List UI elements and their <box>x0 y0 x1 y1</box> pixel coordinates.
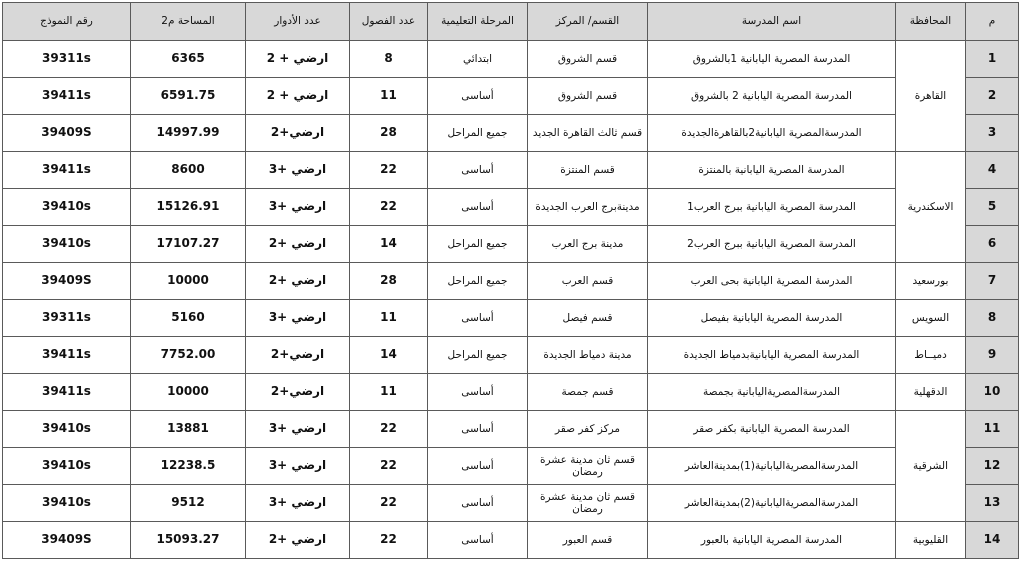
school-cell: المدرسة المصرية اليابانيةبدمياط الجديدة <box>648 337 896 374</box>
area-cell: 12238.5 <box>131 448 246 485</box>
table-row <box>3 337 1019 374</box>
classes-cell: 11 <box>350 374 428 411</box>
stage-cell: أساسى <box>428 189 528 226</box>
stage-cell: جميع المراحل <box>428 337 528 374</box>
row-number-cell: 11 <box>966 411 1019 448</box>
school-cell: المدرسة المصرية اليابانية بالمنتزة <box>648 152 896 189</box>
school-cell: المدرسةالمصريةاليابانية(1)بمدينةالعاشر <box>648 448 896 485</box>
stage-cell: ابتدائي <box>428 41 528 78</box>
stage-cell: جميع المراحل <box>428 115 528 152</box>
district-cell: قسم الشروق <box>528 78 648 115</box>
district-cell: قسم العبور <box>528 522 648 559</box>
header-num: م <box>966 3 1019 41</box>
header-row <box>3 3 1019 41</box>
governorate-cell: الدقهلية <box>896 374 966 411</box>
form-no-cell: 39311s <box>3 300 131 337</box>
area-cell: 9512 <box>131 485 246 522</box>
school-cell: المدرسة المصرية اليابانية بالعبور <box>648 522 896 559</box>
school-cell: المدرسة المصرية اليابانية بحى العرب <box>648 263 896 300</box>
row-number-cell: 5 <box>966 189 1019 226</box>
district-cell: قسم ثالث القاهرة الجديد <box>528 115 648 152</box>
stage-cell: جميع المراحل <box>428 226 528 263</box>
school-cell: المدرسةالمصرية اليابانية2بالقاهرةالجديدة <box>648 115 896 152</box>
form-no-cell: 39410s <box>3 226 131 263</box>
governorate-cell: دميــاط <box>896 337 966 374</box>
classes-cell: 11 <box>350 300 428 337</box>
table-row <box>3 300 1019 337</box>
row-number-cell: 14 <box>966 522 1019 559</box>
floors-cell: ارضي +3 <box>246 189 350 226</box>
row-number-cell: 12 <box>966 448 1019 485</box>
classes-cell: 28 <box>350 115 428 152</box>
table-row <box>3 189 1019 226</box>
area-cell: 17107.27 <box>131 226 246 263</box>
stage-cell: أساسى <box>428 448 528 485</box>
school-cell: المدرسة المصرية اليابانية ببرج العرب2 <box>648 226 896 263</box>
classes-cell: 28 <box>350 263 428 300</box>
stage-cell: أساسى <box>428 152 528 189</box>
row-number-cell: 9 <box>966 337 1019 374</box>
form-no-cell: 39409S <box>3 115 131 152</box>
form-no-cell: 39409S <box>3 263 131 300</box>
stage-cell: أساسى <box>428 300 528 337</box>
stage-cell: جميع المراحل <box>428 263 528 300</box>
governorate-cell: القاهرة <box>896 41 966 152</box>
header-form-no: رقم النموذج <box>3 3 131 41</box>
row-number-cell: 2 <box>966 78 1019 115</box>
floors-cell: ارضي + 2 <box>246 78 350 115</box>
district-cell: قسم الشروق <box>528 41 648 78</box>
district-cell: مدينةبرج العرب الجديدة <box>528 189 648 226</box>
area-cell: 10000 <box>131 263 246 300</box>
school-cell: المدرسةالمصريةاليابانية(2)بمدينةالعاشر <box>648 485 896 522</box>
table-row <box>3 448 1019 485</box>
district-cell: مركز كفر صقر <box>528 411 648 448</box>
header-district: القسم/ المركز <box>528 3 648 41</box>
governorate-cell: الاسكندرية <box>896 152 966 263</box>
row-number-cell: 10 <box>966 374 1019 411</box>
area-cell: 7752.00 <box>131 337 246 374</box>
area-cell: 8600 <box>131 152 246 189</box>
governorate-cell: بورسعيد <box>896 263 966 300</box>
school-cell: المدرسة المصرية اليابانية ببرج العرب1 <box>648 189 896 226</box>
area-cell: 10000 <box>131 374 246 411</box>
school-cell: المدرسة المصرية اليابانية بكفر صقر <box>648 411 896 448</box>
classes-cell: 22 <box>350 152 428 189</box>
area-cell: 6591.75 <box>131 78 246 115</box>
floors-cell: ارضي +3 <box>246 485 350 522</box>
form-no-cell: 39410s <box>3 485 131 522</box>
floors-cell: ارضي +3 <box>246 152 350 189</box>
governorate-cell: السويس <box>896 300 966 337</box>
row-number-cell: 8 <box>966 300 1019 337</box>
floors-cell: ارضي +3 <box>246 411 350 448</box>
school-cell: المدرسة المصرية اليابانية بفيصل <box>648 300 896 337</box>
floors-cell: ارضي + 2 <box>246 41 350 78</box>
floors-cell: ارضي +3 <box>246 300 350 337</box>
form-no-cell: 39410s <box>3 448 131 485</box>
header-area: المساحة م2 <box>131 3 246 41</box>
classes-cell: 22 <box>350 485 428 522</box>
table-row <box>3 41 1019 78</box>
school-cell: المدرسةالمصريةاليابانية بجمصة <box>648 374 896 411</box>
classes-cell: 22 <box>350 411 428 448</box>
table-row <box>3 374 1019 411</box>
form-no-cell: 39410s <box>3 411 131 448</box>
row-number-cell: 13 <box>966 485 1019 522</box>
header-stage: المرحلة التعليمية <box>428 3 528 41</box>
district-cell: قسم المنتزة <box>528 152 648 189</box>
area-cell: 14997.99 <box>131 115 246 152</box>
district-cell: مدينة دمياط الجديدة <box>528 337 648 374</box>
row-number-cell: 4 <box>966 152 1019 189</box>
header-school: اسم المدرسة <box>648 3 896 41</box>
area-cell: 5160 <box>131 300 246 337</box>
form-no-cell: 39411s <box>3 78 131 115</box>
row-number-cell: 1 <box>966 41 1019 78</box>
stage-cell: أساسى <box>428 411 528 448</box>
floors-cell: ارضي +2 <box>246 522 350 559</box>
floors-cell: ارضي +2 <box>246 263 350 300</box>
header-governorate: المحافظة <box>896 3 966 41</box>
classes-cell: 11 <box>350 78 428 115</box>
district-cell: قسم فيصل <box>528 300 648 337</box>
form-no-cell: 39411s <box>3 152 131 189</box>
classes-cell: 14 <box>350 226 428 263</box>
row-number-cell: 7 <box>966 263 1019 300</box>
floors-cell: ارضي+2 <box>246 337 350 374</box>
stage-cell: أساسى <box>428 485 528 522</box>
classes-cell: 8 <box>350 41 428 78</box>
area-cell: 15093.27 <box>131 522 246 559</box>
governorate-cell: القليوبية <box>896 522 966 559</box>
classes-cell: 22 <box>350 522 428 559</box>
school-cell: المدرسة المصرية اليابانية 2 بالشروق <box>648 78 896 115</box>
district-cell: قسم ثان مدينة عشرة رمضان <box>528 448 648 485</box>
governorate-cell: الشرقية <box>896 411 966 522</box>
form-no-cell: 39411s <box>3 374 131 411</box>
header-floors: عدد الأدوار <box>246 3 350 41</box>
form-no-cell: 39411s <box>3 337 131 374</box>
form-no-cell: 39409S <box>3 522 131 559</box>
table-row <box>3 226 1019 263</box>
classes-cell: 22 <box>350 189 428 226</box>
district-cell: قسم ثان مدينة عشرة رمضان <box>528 485 648 522</box>
form-no-cell: 39311s <box>3 41 131 78</box>
area-cell: 13881 <box>131 411 246 448</box>
table-row <box>3 152 1019 189</box>
floors-cell: ارضي+2 <box>246 374 350 411</box>
school-cell: المدرسة المصرية اليابانية 1بالشروق <box>648 41 896 78</box>
header-classes: عدد الفصول <box>350 3 428 41</box>
row-number-cell: 3 <box>966 115 1019 152</box>
table-row <box>3 522 1019 559</box>
form-no-cell: 39410s <box>3 189 131 226</box>
table-row <box>3 78 1019 115</box>
area-cell: 6365 <box>131 41 246 78</box>
table-row <box>3 485 1019 522</box>
classes-cell: 14 <box>350 337 428 374</box>
floors-cell: ارضي +2 <box>246 226 350 263</box>
district-cell: قسم جمصة <box>528 374 648 411</box>
area-cell: 15126.91 <box>131 189 246 226</box>
stage-cell: أساسى <box>428 522 528 559</box>
table-row <box>3 263 1019 300</box>
district-cell: مدينة برج العرب <box>528 226 648 263</box>
stage-cell: أساسى <box>428 374 528 411</box>
classes-cell: 22 <box>350 448 428 485</box>
row-number-cell: 6 <box>966 226 1019 263</box>
floors-cell: ارضي +3 <box>246 448 350 485</box>
floors-cell: ارضي+2 <box>246 115 350 152</box>
district-cell: قسم العرب <box>528 263 648 300</box>
table-row <box>3 115 1019 152</box>
schools-table <box>2 2 1019 559</box>
table-row <box>3 411 1019 448</box>
stage-cell: أساسى <box>428 78 528 115</box>
